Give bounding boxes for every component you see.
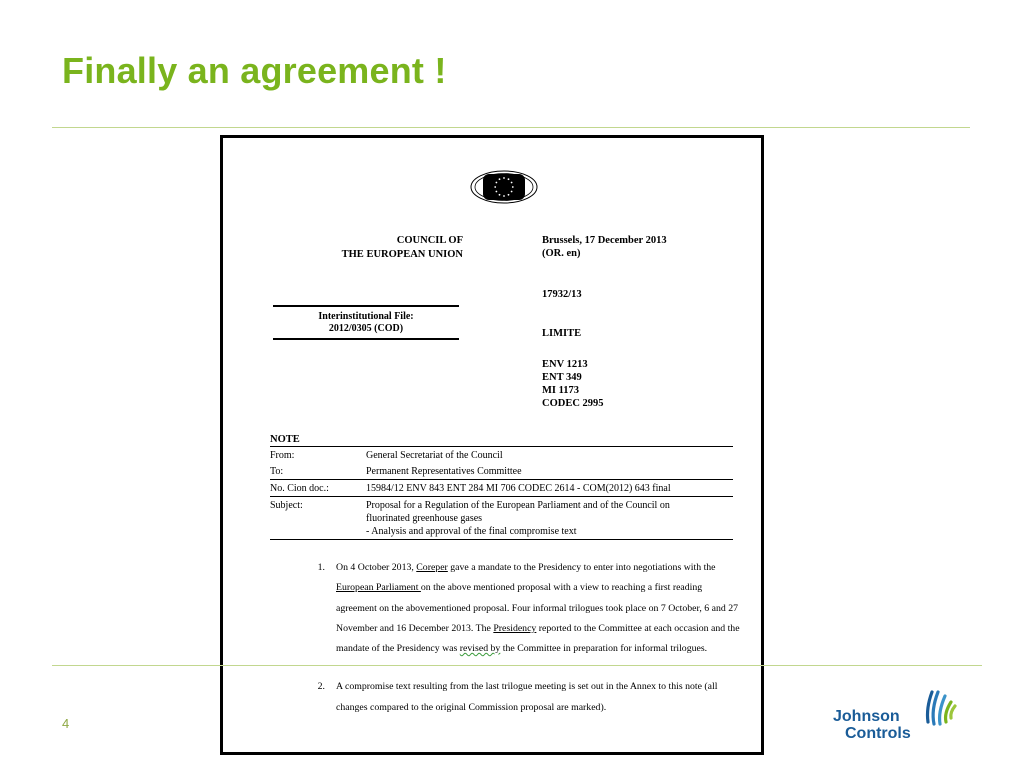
- bottom-divider: [52, 665, 982, 666]
- note-title: NOTE: [270, 434, 733, 447]
- johnson-controls-wordmark: Johnson Controls: [833, 708, 911, 742]
- document-paragraphs: [270, 558, 740, 736]
- note-row-cion: No. Cion doc.: 15984/12 ENV 843 ENT 284 MI 706 CODEC 2614 - COM(2012) 643 final: [270, 480, 733, 497]
- council-emblem-icon: [469, 168, 539, 206]
- note-row-subject: Subject: Proposal for a Regulation of the European Parliament and of the Council on fluorinated greenhouse gases - Analysis and approval of the final compromise text: [270, 497, 733, 540]
- paragraph-1: 1. On 4 October 2013, Coreper gave a mandate to the Presidency to enter into negotiations with the European Parliament on the above mentioned proposal with a view to reaching a first reading agreement on the abovementioned proposal. Four informal trilogues took place on 7 October, 6 and 27 November and 16 December 2013. The Presidency reported to the Committee at each occasion and the mandate of the Presidency was revised by the Committee in preparation for informal trilogues.: [317, 562, 740, 655]
- page-number: 4: [62, 716, 70, 731]
- interinstitutional-file: Interinstitutional File: 2012/0305 (COD): [273, 305, 459, 340]
- european-parliament-link: European Parliament: [336, 582, 421, 594]
- doc-codes: ENV 1213 ENT 349 MI 1173 CODEC 2995: [542, 359, 604, 409]
- date-block: Brussels, 17 December 2013 (OR. en): [542, 235, 667, 259]
- note-row-from: From: General Secretariat of the Council: [270, 450, 503, 461]
- document-image: [220, 135, 764, 755]
- note-row-to: To: Permanent Representatives Committee: [270, 463, 733, 480]
- council-name: COUNCIL OF THE EUROPEAN UNION: [341, 235, 463, 260]
- classification: LIMITE: [542, 328, 582, 339]
- top-divider: [52, 127, 970, 128]
- doc-number: 17932/13: [542, 289, 582, 300]
- slide-title: Finally an agreement !: [62, 50, 447, 91]
- coreper-link: Coreper: [416, 562, 448, 573]
- note-table: [270, 434, 733, 540]
- revised-by-mark: revised by: [459, 643, 501, 655]
- presidency-link: Presidency: [493, 622, 537, 634]
- paragraph-2: 2. A compromise text resulting from the last trilogue meeting is set out in the Annex to this note (all changes compared to the original Commission proposal are marked).: [317, 681, 718, 713]
